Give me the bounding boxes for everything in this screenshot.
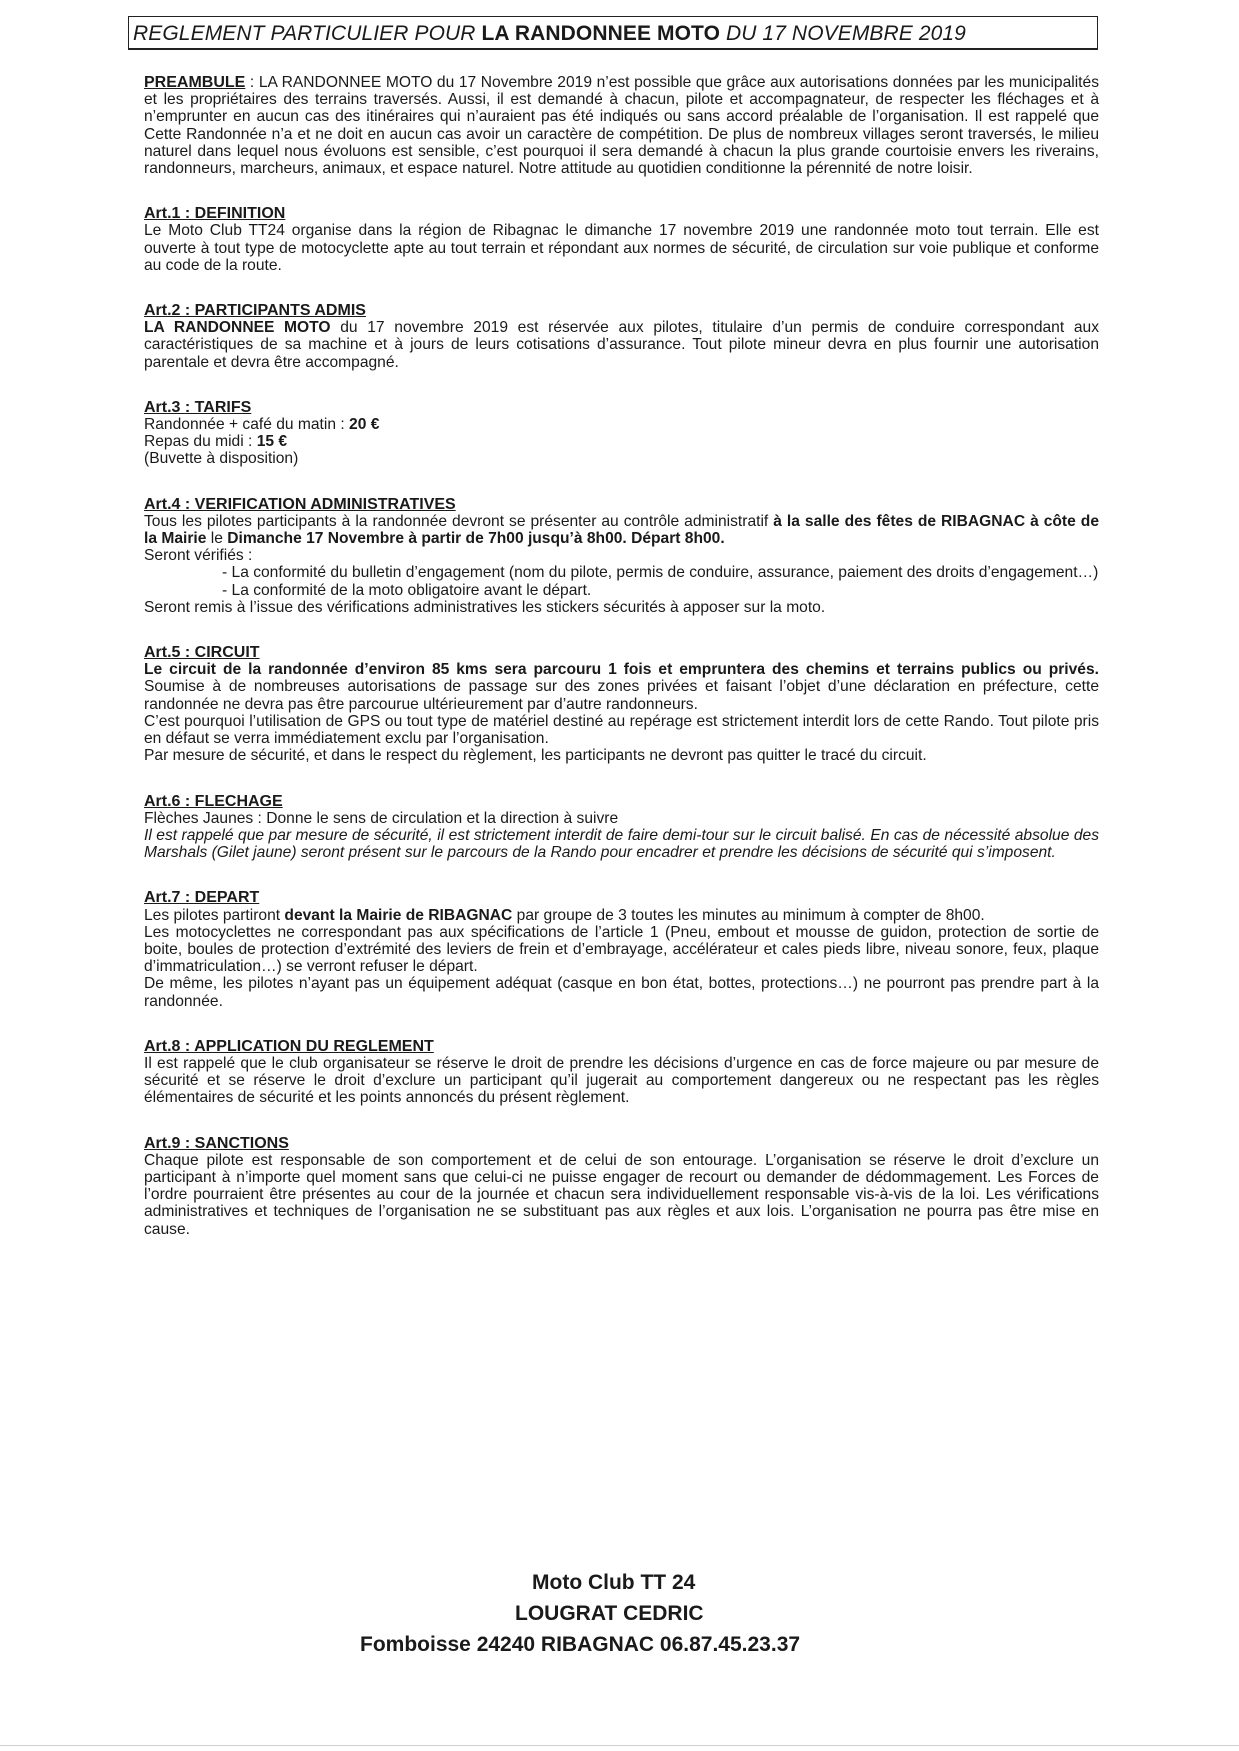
signature-name: LOUGRAT CEDRIC (515, 1602, 704, 1625)
art4-bold1: à la salle des fêtes de RIBAGNAC à côte de la Mairie (144, 512, 1099, 548)
signature-block (360, 1567, 920, 1660)
tarif-rando-label: Randonnée + café du matin : (144, 416, 350, 434)
art5-text: Soumise à de nombreuses autorisations de passage sur des zones privées et faisant l’objet d’une déclaration en préfecture, cette randonnée ne devra pas être parcourue ultérieurement par d’autre randonneurs. (144, 678, 1099, 713)
section-art4 (144, 496, 1099, 616)
art3-heading: Art.3 : TARIFS (144, 398, 252, 416)
art7-p2: Les motocyclettes ne correspondant pas aux spécifications de l’article 1 (Pneu, embout et mousse de guidon, protection de sortie de boite, boules de protection d’extrémité des leviers de frein et d’embrayage, accélérateur et cales pieds libre, niveau sonore, feux, plaque d’immatriculation…) se verront refuser le départ. (144, 923, 1099, 976)
title-part-2: LA RANDONNEE MOTO (481, 22, 721, 45)
art4-remis: Seront remis à l’issue des vérifications administratives les stickers sécurités à apposer sur la moto. (144, 598, 826, 616)
art4-text2: le (206, 530, 228, 548)
art1-text: Le Moto Club TT24 organise dans la région de Ribagnac le dimanche 17 novembre 2019 une randonnée moto tout terrain. Elle est ouverte à tout type de motocyclette apte au tout terrain et répondant aux normes de sécurité, de circulation sur voie publique et conforme au code de la route. (144, 222, 1099, 274)
art2-bold: LA RANDONNEE MOTO (144, 319, 331, 337)
section-art2 (144, 302, 1099, 371)
art4-text1: Tous les pilotes participants à la randonnée devront se présenter au contrôle administratif (144, 512, 774, 530)
art8-text: Il est rappelé que le club organisateur se réserve le droit de prendre les décisions d’urgence en cas de force majeure ou par mesure de sécurité et se réserve le droit d’exclure un participant qu’il jugerait au comportement dangereux ou ne respectant pas les règles élémentaires de sécurité et les points annoncés du présent règlement. (144, 1054, 1099, 1107)
preambule-text: : LA RANDONNEE MOTO du 17 Novembre 2019 n’est possible que grâce aux autorisations données par les municipalités et les propriétaires des terrains traversés. Aussi, il est demandé à chacun, pilote et accompagnateur, de respecter les fléchages et à n’emprunter en aucun cas des itinéraires qui n’auraient pas été indiqués ou sans accord préalable de l’organisation. Il est rappelé que Cette Randonnée n’a et ne doit en aucun cas avoir un caractère de compétition. De plus de nombreux villages seront traversés, le milieu naturel dans lequel nous évoluons est sensible, c’est pourquoi il sera demandé à chacun la plus grande courtoisie envers les riverains, randonneurs, marcheurs, animaux, et espace naturel. Notre attitude au quotidien conditionne la pérennité de notre loisir. (144, 74, 1099, 178)
art6-p2: Il est rappelé que par mesure de sécurité, il est strictement interdit de faire demi-tour sur le circuit balisé. En cas de nécessité absolue des Marshals (Gilet jaune) seront présent sur le parcours de la Rando pour encadrer et prendre les décisions de sécurité qui s’imposent. (144, 826, 1099, 862)
section-preambule (144, 74, 1099, 177)
signature-club: Moto Club TT 24 (532, 1571, 696, 1594)
section-art8 (144, 1038, 1099, 1107)
art7-text2: par groupe de 3 toutes les minutes au minimum à compter de 8h00. (512, 906, 985, 924)
art7-p3: De même, les pilotes n’ayant pas un équipement adéquat (casque en bon état, bottes, protections…) ne pourront pas prendre part à la randonnée. (144, 975, 1099, 1010)
art4-heading: Art.4 : VERIFICATION ADMINISTRATIVES (144, 495, 456, 513)
art7-heading: Art.7 : DEPART (144, 889, 260, 907)
art4-bold2: Dimanche 17 Novembre à partir de 7h00 jusqu’à 8h00. Départ 8h00. (227, 530, 725, 548)
art4-verif: Seront vérifiés : (144, 547, 253, 565)
page-bottom-divider (0, 1745, 1239, 1746)
art4-item1: - La conformité du bulletin d’engagement (nom du pilote, permis de conduire, assurance, paiement des droits d’engagement…) (222, 564, 1099, 582)
tarif-repas-label: Repas du midi : (144, 433, 257, 451)
art5-p2: C’est pourquoi l’utilisation de GPS ou tout type de matériel destiné au repérage est strictement interdit lors de cette Rando. Tout pilote pris en défaut se verra immédiatement exclu par l’organisation. (144, 712, 1099, 748)
art8-heading: Art.8 : APPLICATION DU REGLEMENT (144, 1037, 434, 1055)
document-body (144, 74, 1099, 1266)
art5-bold: Le circuit de la randonnée d’environ 85 kms sera parcouru 1 fois et empruntera des chemins et terrains publics ou privés. (144, 661, 1099, 679)
tarif-repas-price: 15 € (256, 433, 288, 451)
tarif-rando-price: 20 € (349, 416, 380, 434)
section-art5 (144, 644, 1099, 764)
art2-text: du 17 novembre 2019 est réservée aux pilotes, titulaire d’un permis de conduire correspondant aux caractéristiques de sa machine et à jours de leurs cotisations d’assurance. Tout pilote mineur devra en plus fournir une autorisation parentale et devra être accompagné. (144, 319, 1099, 371)
section-art7 (144, 889, 1099, 1009)
art4-item2: - La conformité de la moto obligatoire avant le départ. (222, 581, 592, 599)
document-title (128, 16, 1098, 50)
preambule-heading: PREAMBULE (144, 74, 246, 91)
art6-p1: Flèches Jaunes : Donne le sens de circulation et la direction à suivre (144, 809, 619, 827)
art9-text: Chaque pilote est responsable de son comportement et de celui de son entourage. L’organisation se réserve le droit d’exclure un participant à n’importe quel moment sans que celui-ci ne puisse engager de recourt ou demander de dédommagement. Les Forces de l’ordre pourraient être présentes au cour de la journée et chacun sera individuellement responsable vis-à-vis de la loi. Les vérifications administratives et techniques de l’organisation ne se substituant pas aux règles et aux lois. L’organisation ne pourra pas être mise en cause. (144, 1151, 1099, 1238)
section-art3 (144, 399, 1099, 468)
section-art9 (144, 1135, 1099, 1238)
section-art1 (144, 205, 1099, 274)
art6-heading: Art.6 : FLECHAGE (144, 792, 283, 810)
art5-heading: Art.5 : CIRCUIT (144, 644, 260, 662)
signature-address: Fomboisse 24240 RIBAGNAC 06.87.45.23.37 (360, 1633, 801, 1656)
section-art6 (144, 793, 1099, 862)
art7-text1: Les pilotes partiront (144, 906, 285, 924)
tarif-buvette: (Buvette à disposition) (144, 450, 299, 468)
art7-bold1: devant la Mairie de RIBAGNAC (284, 906, 513, 924)
art1-heading: Art.1 : DEFINITION (144, 205, 286, 223)
art5-p3: Par mesure de sécurité, et dans le respect du règlement, les participants ne devront pas quitter le tracé du circuit. (144, 747, 927, 765)
art9-heading: Art.9 : SANCTIONS (144, 1134, 289, 1152)
title-part-1: REGLEMENT PARTICULIER POUR (133, 22, 482, 45)
art2-heading: Art.2 : PARTICIPANTS ADMIS (144, 302, 366, 320)
title-part-3: DU 17 NOVEMBRE 2019 (720, 22, 966, 45)
